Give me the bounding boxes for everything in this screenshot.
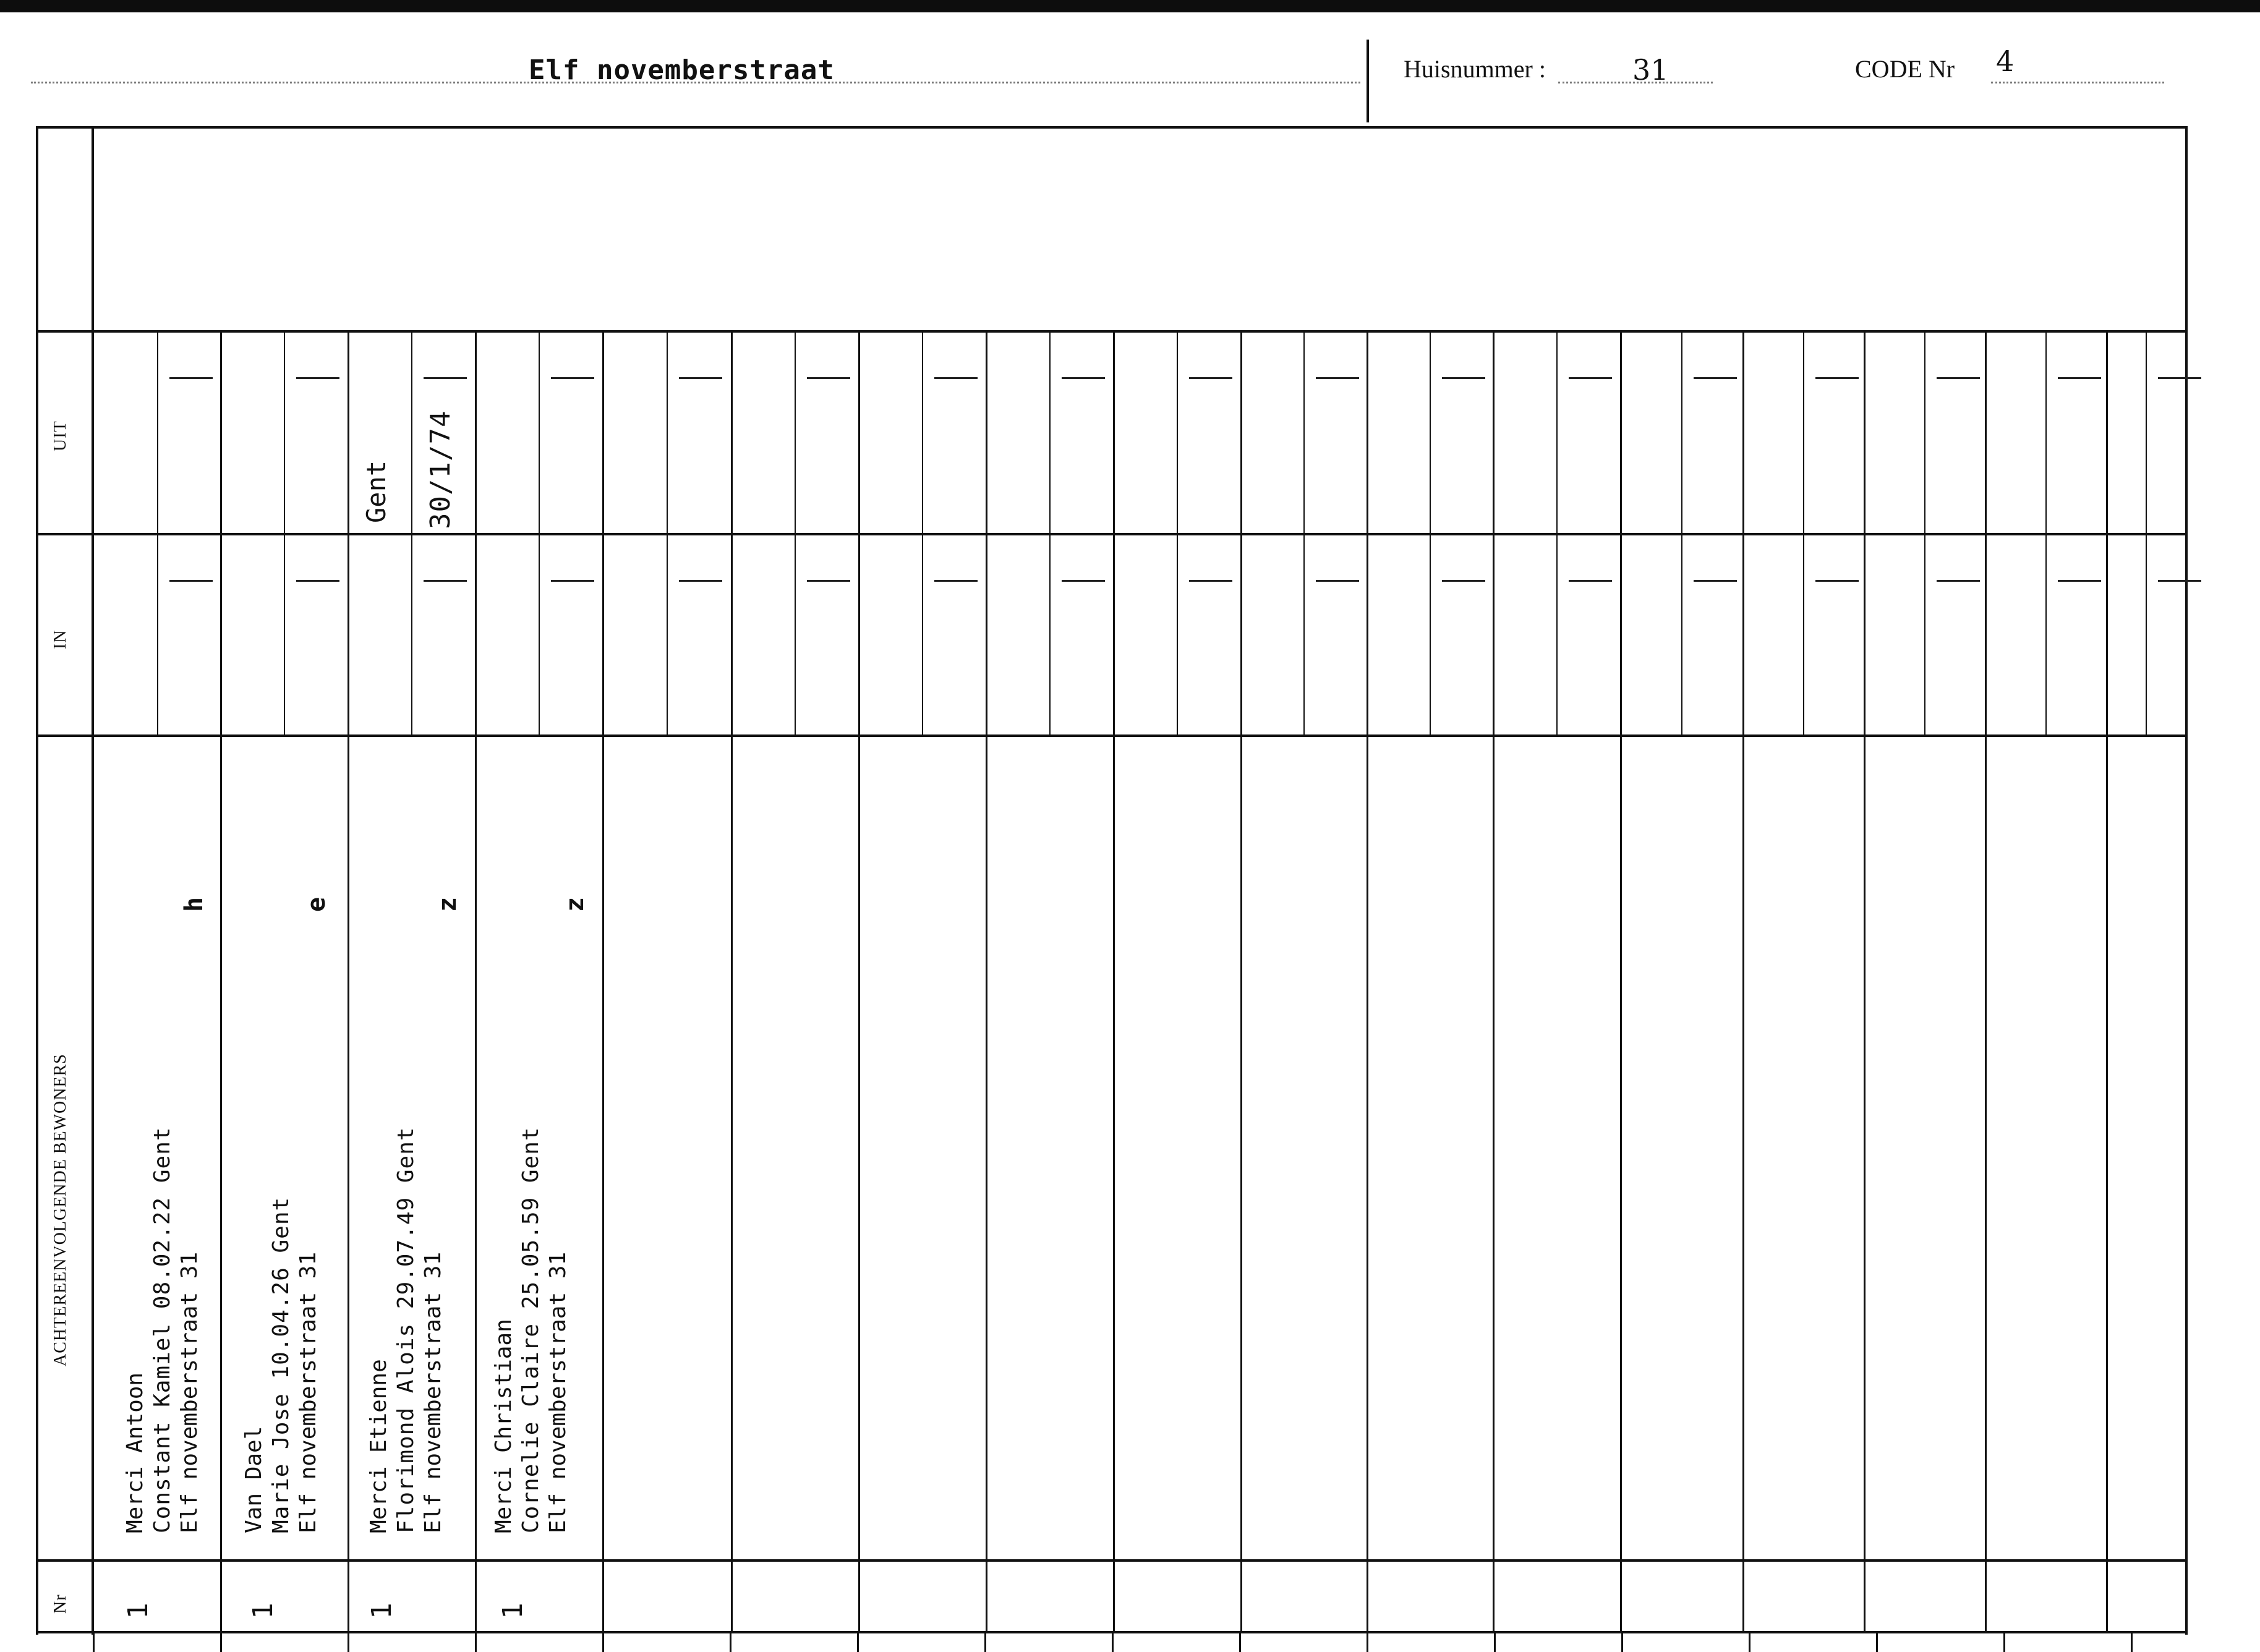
in-dash <box>934 580 978 582</box>
column-line <box>1620 330 1622 1633</box>
bottom-tick <box>2003 1633 2005 1652</box>
resident-2-mark: e <box>302 896 331 913</box>
in-label: IN <box>51 629 70 649</box>
house-number-value: 31 <box>1632 53 1669 87</box>
frame-top <box>36 126 2188 129</box>
resident-4-line-2: Cornelie Claire 25.05.59 Gent <box>518 1126 544 1533</box>
resident-1-mark: h <box>180 896 209 913</box>
in-dash <box>169 580 213 582</box>
in-dash <box>807 580 850 582</box>
uit-dash <box>1189 377 1232 379</box>
uit-dash <box>1937 377 1980 379</box>
column-line <box>986 330 987 1633</box>
uit-dash <box>1442 377 1485 379</box>
column-line <box>731 330 733 1633</box>
uit-dash <box>1694 377 1737 379</box>
bottom-tick <box>984 1633 986 1652</box>
residents-label: ACHTEREENVOLGENDE BEWONERS <box>51 1054 70 1366</box>
bottom-tick <box>475 1633 477 1652</box>
header-divider <box>1367 40 1369 122</box>
in-dash <box>1442 580 1485 582</box>
resident-2-nr: 1 <box>247 1603 279 1619</box>
resident-4-nr: 1 <box>497 1603 529 1619</box>
in-dash <box>296 580 339 582</box>
sub-column-line <box>2146 330 2147 734</box>
sub-column-line <box>1681 330 1682 734</box>
sub-column-line <box>1303 330 1305 734</box>
bottom-tick <box>1876 1633 1878 1652</box>
frame-right <box>2185 126 2188 1635</box>
bottom-tick <box>1239 1633 1241 1652</box>
bottom-tick <box>730 1633 731 1652</box>
in-dash <box>1815 580 1859 582</box>
bottom-tick <box>1749 1633 1750 1652</box>
street-name: Elf novemberstraat <box>529 54 835 86</box>
column-line <box>220 330 222 1633</box>
top-edge-bar <box>0 0 2260 12</box>
uit-dash <box>679 377 722 379</box>
resident-3-nr: 1 <box>365 1603 398 1619</box>
in-dash <box>1062 580 1105 582</box>
in-dash <box>679 580 722 582</box>
in-dash <box>1316 580 1359 582</box>
resident-3-line-1: Merci Etienne <box>366 1359 391 1533</box>
sub-column-line <box>1177 330 1178 734</box>
uit-dash <box>2158 377 2201 379</box>
resident-4-mark: z <box>561 896 590 913</box>
resident-3-mark: z <box>433 896 463 913</box>
sub-column-line <box>1924 330 1925 734</box>
uit-dash <box>296 377 339 379</box>
in-dash <box>2158 580 2201 582</box>
sub-column-line <box>922 330 923 734</box>
frame-left <box>36 126 38 1635</box>
column-line <box>1113 330 1115 1633</box>
column-line <box>1240 330 1242 1633</box>
uit-dash <box>424 377 467 379</box>
uit-dash <box>169 377 213 379</box>
nr-label: Nr <box>51 1594 70 1614</box>
column-line <box>2106 330 2108 1633</box>
column-line <box>1864 330 1866 1633</box>
sub-column-line <box>284 330 285 734</box>
bottom-tick <box>2131 1633 2133 1652</box>
column-line <box>1493 330 1495 1633</box>
bottom-tick <box>1494 1633 1496 1652</box>
sub-column-line <box>1049 330 1051 734</box>
bottom-tick <box>93 1633 95 1652</box>
in-dash <box>1189 580 1232 582</box>
in-dash <box>1569 580 1612 582</box>
column-line <box>475 330 477 1633</box>
sub-column-line <box>1430 330 1431 734</box>
resident-3-uit-place: Gent <box>361 460 391 523</box>
resident-1-line-3: Elf novemberstraat 31 <box>177 1251 202 1533</box>
in-dash <box>2058 580 2101 582</box>
column-line <box>348 330 349 1633</box>
sub-column-line <box>157 330 158 734</box>
bottom-tick <box>857 1633 859 1652</box>
bottom-tick <box>1367 1633 1368 1652</box>
bottom-tick <box>220 1633 222 1652</box>
resident-1-line-2: Constant Kamiel 08.02.22 Gent <box>150 1126 175 1533</box>
code-label: CODE Nr <box>1855 55 1955 83</box>
column-line <box>1367 330 1368 1633</box>
resident-2-line-3: Elf novemberstraat 31 <box>296 1251 321 1533</box>
sub-column-line <box>667 330 668 734</box>
resident-3-line-3: Elf novemberstraat 31 <box>420 1251 446 1533</box>
uit-dash <box>934 377 978 379</box>
uit-dash <box>807 377 850 379</box>
uit-label: UIT <box>51 420 70 451</box>
in-dash <box>551 580 594 582</box>
bottom-tick <box>1112 1633 1114 1652</box>
uit-dash <box>1062 377 1105 379</box>
bottom-tick <box>602 1633 604 1652</box>
uit-dash <box>1815 377 1859 379</box>
column-line <box>858 330 860 1633</box>
sub-column-line <box>1803 330 1804 734</box>
in-dash <box>424 580 467 582</box>
resident-3-uit-date: 30/1/74 <box>425 410 456 529</box>
in-dash <box>1937 580 1980 582</box>
resident-2-line-2: Marie Jose 10.04.26 Gent <box>268 1196 294 1533</box>
uit-dash <box>1569 377 1612 379</box>
sub-column-line <box>2045 330 2047 734</box>
resident-2-line-1: Van Dael <box>241 1426 267 1533</box>
resident-1-line-1: Merci Antoon <box>122 1372 148 1533</box>
uit-dash <box>551 377 594 379</box>
sub-column-line <box>1556 330 1558 734</box>
sub-column-line <box>795 330 796 734</box>
column-line <box>602 330 604 1633</box>
code-dotted-line <box>1991 82 2164 83</box>
column-line <box>1985 330 1987 1633</box>
house-number-label: Huisnummer : <box>1404 55 1546 83</box>
uit-dash <box>2058 377 2101 379</box>
label-column-divider <box>92 126 94 1635</box>
resident-3-line-2: Florimond Alois 29.07.49 Gent <box>393 1126 419 1533</box>
column-line <box>1742 330 1744 1633</box>
resident-4-line-3: Elf novemberstraat 31 <box>545 1251 571 1533</box>
resident-1-nr: 1 <box>122 1603 154 1619</box>
code-value: 4 <box>1996 45 2015 78</box>
in-dash <box>1694 580 1737 582</box>
sub-column-line <box>411 330 412 734</box>
sub-column-line <box>539 330 540 734</box>
bottom-tick <box>1621 1633 1623 1652</box>
bottom-tick <box>348 1633 349 1652</box>
resident-4-line-1: Merci Christiaan <box>491 1319 516 1533</box>
uit-dash <box>1316 377 1359 379</box>
